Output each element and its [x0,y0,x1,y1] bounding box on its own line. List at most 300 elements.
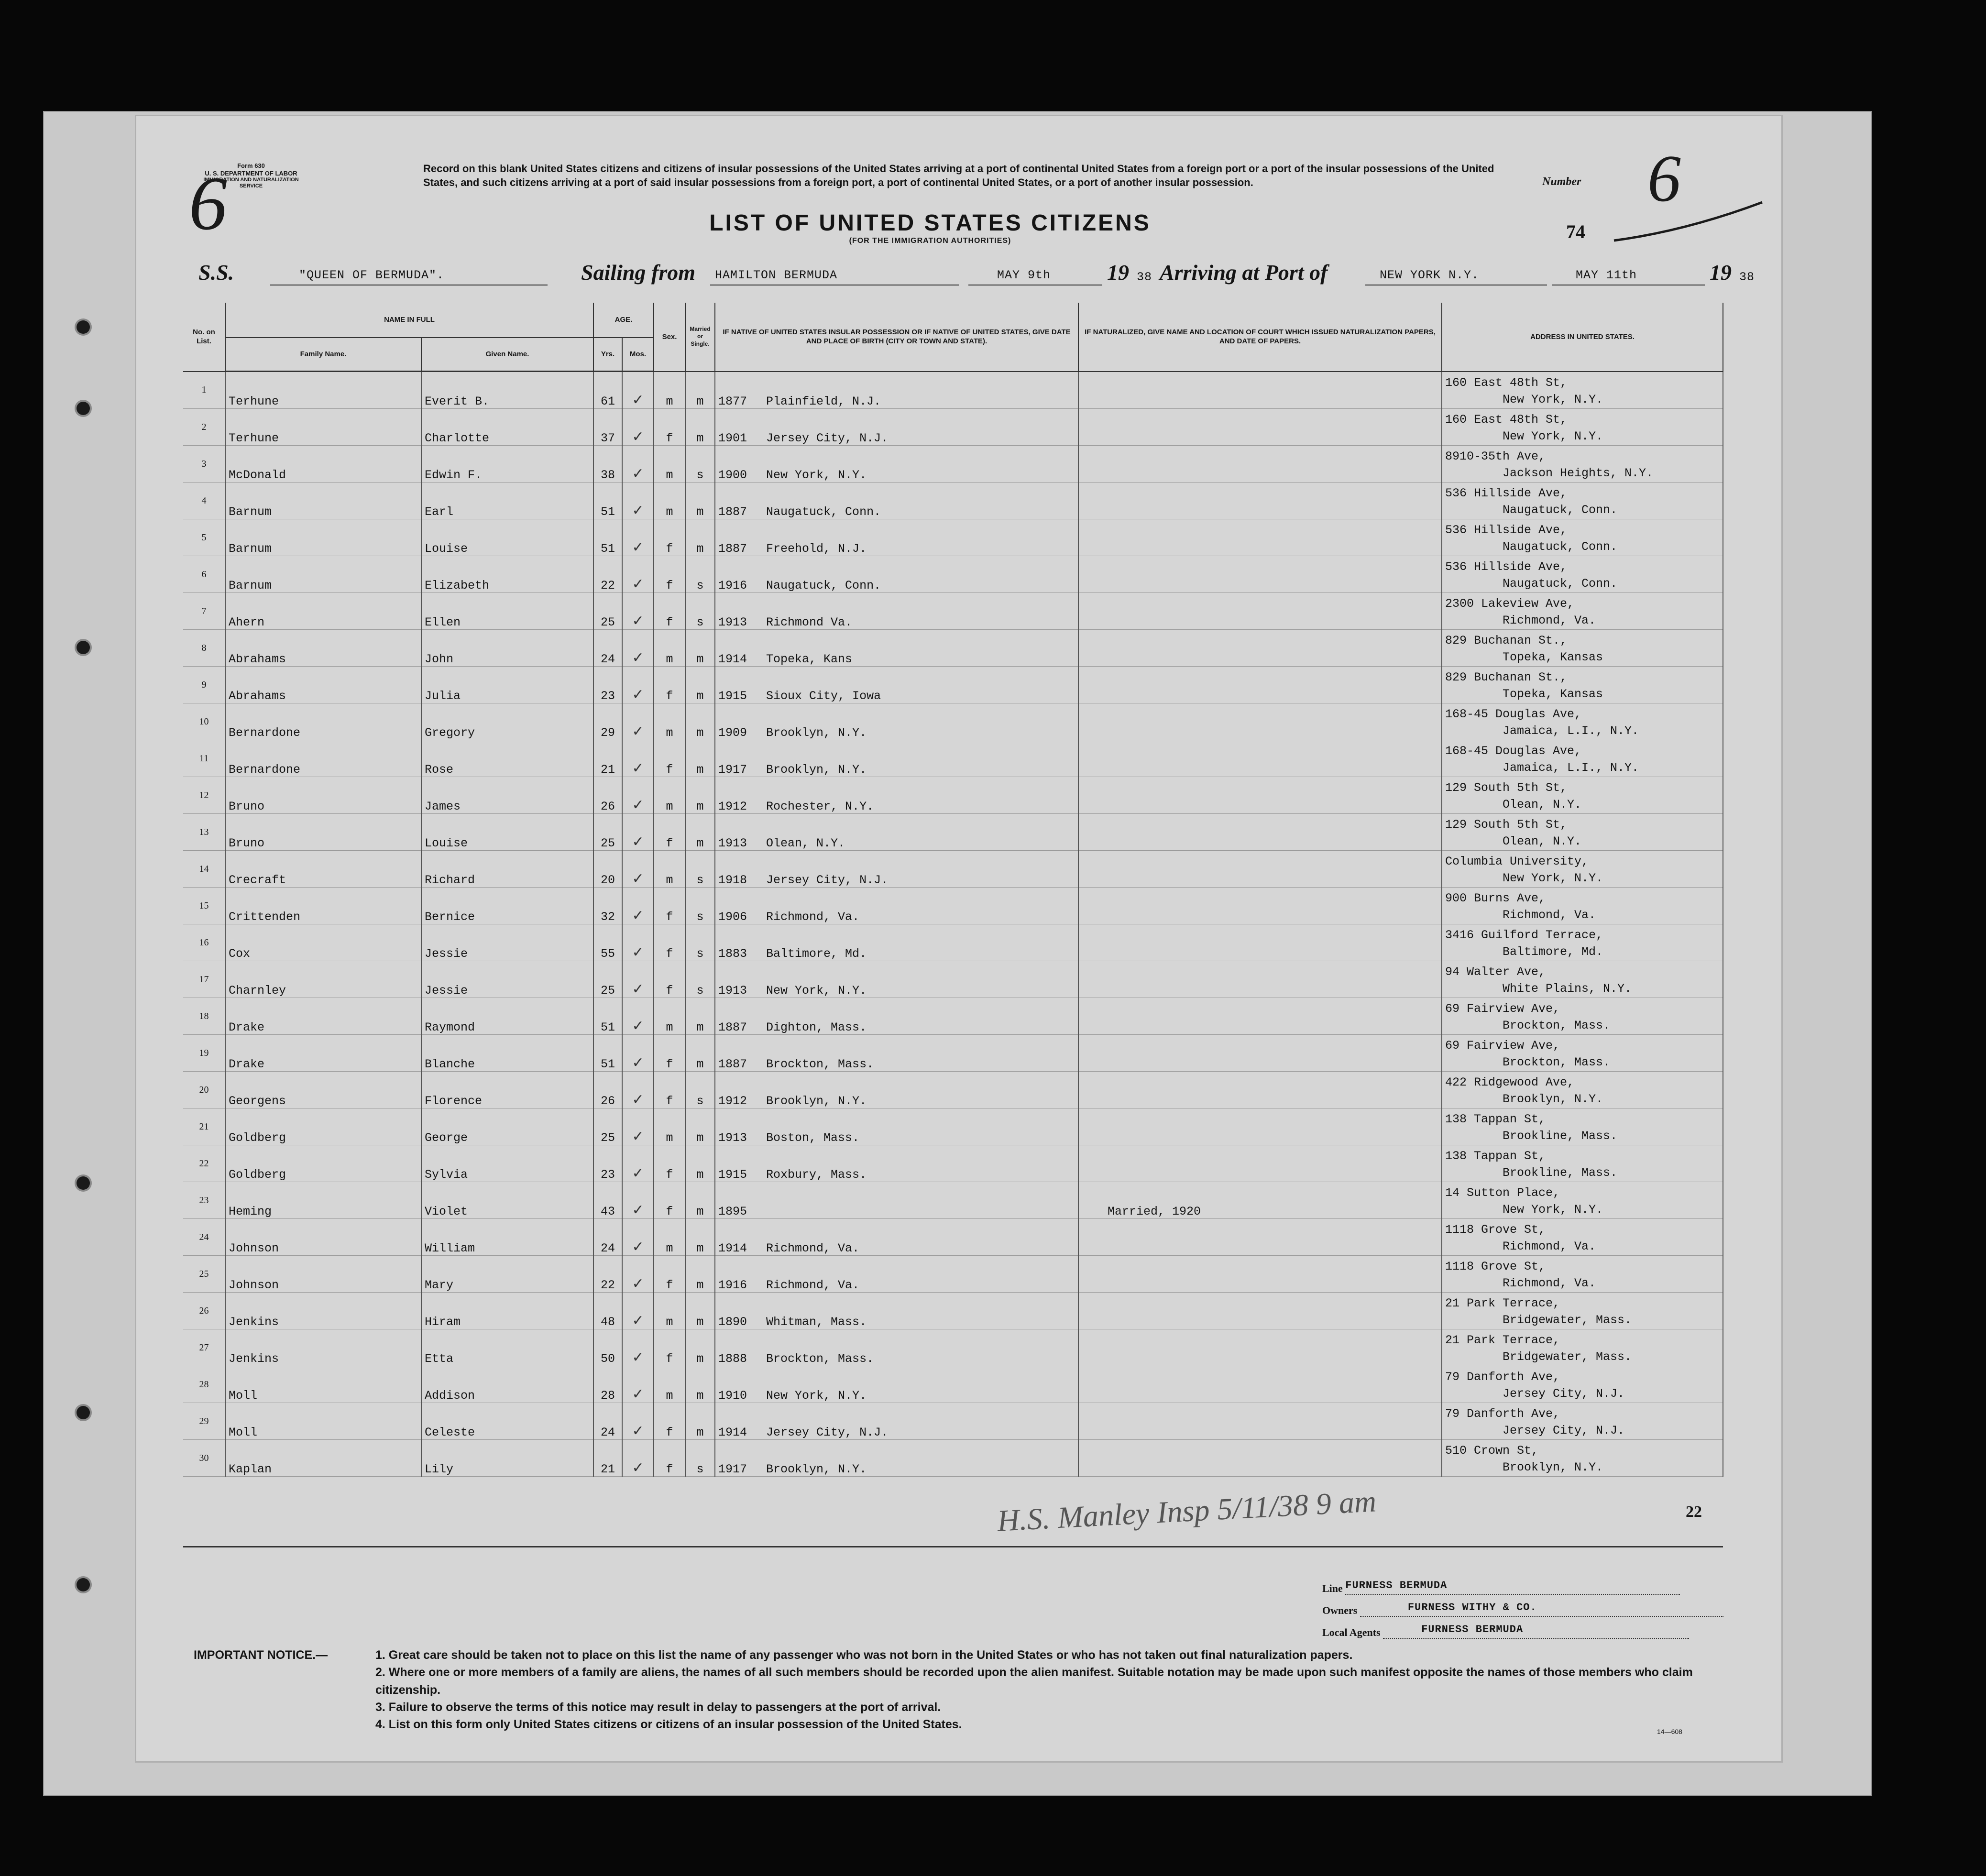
row-number: 17 [183,961,225,998]
marital-status: s [685,556,715,593]
birth-info [715,1403,1078,1440]
sex: f [654,1329,685,1366]
given-name: Florence [421,1072,593,1108]
birth-info [715,1072,1078,1108]
birth-info [715,372,1078,409]
sex: f [654,1145,685,1182]
birth-info [715,1219,1078,1256]
address [1442,446,1723,483]
birth-place: Dighton, Mass. [766,1020,867,1034]
address-line-1: 168-45 Douglas Ave, [1445,707,1582,721]
check-mark-icon: ✓ [632,1349,644,1366]
birth-place: Brockton, Mass. [766,1352,874,1366]
sex: m [654,1108,685,1145]
naturalization-info [1078,1035,1442,1072]
naturalization-info [1078,630,1442,667]
family-name: Goldberg [225,1145,421,1182]
given-name: Ellen [421,593,593,630]
family-name: Drake [225,1035,421,1072]
age-years: 29 [593,703,622,740]
check-mark-icon: ✓ [632,797,644,813]
table-row [183,556,1723,593]
table-row [183,372,1723,409]
birth-place: New York, N.Y. [766,984,867,998]
birth-place: Brooklyn, N.Y. [766,1462,867,1476]
given-name: Lily [421,1440,593,1477]
sailing-date: MAY 9th [997,268,1051,282]
table-row [183,1072,1723,1108]
marital-status: m [685,998,715,1035]
sex: f [654,593,685,630]
birth-year: 1913 [718,615,747,629]
naturalization-info [1078,1072,1442,1108]
age-months [622,1293,654,1329]
given-name: George [421,1108,593,1145]
naturalization-info [1078,703,1442,740]
ship-name: "QUEEN OF BERMUDA". [299,268,445,282]
marital-status: m [685,703,715,740]
table-row [183,483,1723,519]
sailing-line [198,260,1755,288]
family-name: Goldberg [225,1108,421,1145]
birth-place: Brockton, Mass. [766,1057,874,1071]
age-years: 61 [593,372,622,409]
marital-status: m [685,519,715,556]
age-years: 38 [593,446,622,483]
birth-year: 1888 [718,1352,747,1366]
address [1442,1329,1723,1366]
sex: f [654,961,685,998]
address-line-2: Richmond, Va. [1503,908,1596,922]
birth-place: Topeka, Kans [766,652,853,666]
birth-info [715,556,1078,593]
birth-info [715,888,1078,924]
birth-info [715,998,1078,1035]
birth-place: Naugatuck, Conn. [766,579,881,592]
sex: m [654,630,685,667]
sex: f [654,667,685,703]
address [1442,519,1723,556]
marital-status: s [685,888,715,924]
header-address: ADDRESS IN UNITED STATES. [1442,303,1723,372]
owners-value: FURNESS WITHY & CO. [1360,1602,1723,1617]
naturalization-info [1078,1256,1442,1293]
birth-year: 1895 [718,1205,747,1218]
birth-year: 1887 [718,505,747,519]
birth-place: Richmond Va. [766,615,853,629]
address-line-2: Brooklyn, N.Y. [1503,1460,1603,1474]
sex: m [654,372,685,409]
birth-info [715,814,1078,851]
family-name: Moll [225,1403,421,1440]
sex: f [654,888,685,924]
age-years: 25 [593,814,622,851]
birth-place: New York, N.Y. [766,1389,867,1403]
given-name: James [421,777,593,814]
birth-year: 1887 [718,1020,747,1034]
row-number: 27 [183,1329,225,1366]
address-line-2: Richmond, Va. [1503,1240,1596,1253]
birth-info [715,851,1078,888]
birth-year: 1914 [718,652,747,666]
marital-status: s [685,1440,715,1477]
header-family-name: Family Name. [225,338,421,372]
marital-status: m [685,1145,715,1182]
family-name: Jenkins [225,1329,421,1366]
row-number: 24 [183,1219,225,1256]
check-mark-icon: ✓ [632,613,644,629]
address-line-1: 829 Buchanan St., [1445,670,1568,684]
age-months [622,851,654,888]
birth-info [715,1366,1078,1403]
birth-year: 1900 [718,468,747,482]
row-number: 23 [183,1182,225,1219]
birth-info [715,924,1078,961]
naturalization-info [1078,1403,1442,1440]
table-row [183,924,1723,961]
birth-info [715,961,1078,998]
address-line-1: 422 Ridgewood Ave, [1445,1075,1575,1089]
sex: f [654,1440,685,1477]
age-months [622,1403,654,1440]
address-line-2: New York, N.Y. [1503,393,1603,406]
marital-status: m [685,1293,715,1329]
family-name: Abrahams [225,667,421,703]
age-years: 23 [593,667,622,703]
marital-status: m [685,1035,715,1072]
naturalization-info [1078,1108,1442,1145]
birth-year: 1883 [718,947,747,961]
address-line-2: New York, N.Y. [1503,1203,1603,1217]
page-subtitle: (FOR THE IMMIGRATION AUTHORITIES) [849,237,1011,245]
sailing-year: 38 [1137,270,1152,284]
age-months [622,1108,654,1145]
age-years: 51 [593,519,622,556]
line-label: Line [1322,1582,1343,1594]
birth-year: 1913 [718,1131,747,1145]
check-mark-icon: ✓ [632,649,644,666]
address [1442,777,1723,814]
age-months [622,1145,654,1182]
age-years: 43 [593,1182,622,1219]
arriving-date-field [1552,268,1705,285]
row-number: 11 [183,740,225,777]
naturalization-info [1078,519,1442,556]
row-number: 3 [183,446,225,483]
age-months [622,630,654,667]
address [1442,1403,1723,1440]
address-line-1: Columbia University, [1445,855,1589,868]
sex: f [654,1072,685,1108]
family-name: Drake [225,998,421,1035]
family-name: Johnson [225,1256,421,1293]
check-mark-icon: ✓ [632,1239,644,1255]
table-bottom-rule [183,1546,1723,1547]
age-months [622,593,654,630]
naturalization-info [1078,1329,1442,1366]
sex: f [654,814,685,851]
given-name: Elizabeth [421,556,593,593]
given-name: Gregory [421,703,593,740]
age-years: 28 [593,1366,622,1403]
address-line-1: 21 Park Terrace, [1445,1296,1560,1310]
check-mark-icon: ✓ [632,907,644,924]
table-row [183,667,1723,703]
check-mark-icon: ✓ [632,1423,644,1439]
address-line-1: 168-45 Douglas Ave, [1445,744,1582,758]
check-mark-icon: ✓ [632,576,644,592]
address [1442,814,1723,851]
row-number: 4 [183,483,225,519]
address [1442,1293,1723,1329]
service-name: IMMIGRATION AND NATURALIZATION SERVICE [203,177,299,189]
row-number: 2 [183,409,225,446]
notice-item-2: 2. Where one or more members of a family are aliens, the names of all such members should be recorded upon the alien manifest. Suitable notation may be made upon such manifest opposite the names of those members who claim citizenship. [375,1666,1693,1697]
naturalization-info [1078,1293,1442,1329]
address-line-2: New York, N.Y. [1503,429,1603,443]
family-name: Bruno [225,814,421,851]
table-row [183,888,1723,924]
punch-hole [77,1406,90,1419]
sex: f [654,1182,685,1219]
row-number: 29 [183,1403,225,1440]
birth-place: Brooklyn, N.Y. [766,763,867,777]
check-mark-icon: ✓ [632,944,644,961]
naturalization-info [1078,961,1442,998]
birth-year: 1917 [718,1462,747,1476]
family-name: Crittenden [225,888,421,924]
table-row [183,630,1723,667]
check-mark-icon: ✓ [632,834,644,850]
address-line-2: Jamaica, L.I., N.Y. [1503,724,1639,738]
birth-info [715,1440,1078,1477]
sailing-from-label: Sailing from [581,260,696,285]
marital-status: m [685,1108,715,1145]
birth-place: New York, N.Y. [766,468,867,482]
row-number: 9 [183,667,225,703]
given-name: Everit B. [421,372,593,409]
naturalization-info [1078,888,1442,924]
given-name: Louise [421,814,593,851]
age-months [622,1256,654,1293]
address-line-2: Naugatuck, Conn. [1503,540,1618,554]
family-name: Ahern [225,593,421,630]
birth-info [715,1256,1078,1293]
given-name: Julia [421,667,593,703]
sex: m [654,1293,685,1329]
check-mark-icon: ✓ [632,981,644,998]
birth-place: Roxbury, Mass. [766,1168,867,1182]
address-line-1: 79 Danforth Ave, [1445,1370,1560,1384]
birth-place: Baltimore, Md. [766,947,867,961]
marital-status: s [685,961,715,998]
birth-place: Brooklyn, N.Y. [766,1094,867,1108]
check-mark-icon: ✓ [632,1128,644,1145]
address-line-2: Bridgewater, Mass. [1503,1313,1632,1327]
birth-info [715,1145,1078,1182]
birth-place: Boston, Mass. [766,1131,860,1145]
naturalization-info [1078,483,1442,519]
age-months [622,1072,654,1108]
birth-info [715,1182,1078,1219]
page-title: LIST OF UNITED STATES CITIZENS [709,210,1151,236]
table-row [183,1366,1723,1403]
naturalization-info [1078,1219,1442,1256]
sex: m [654,446,685,483]
marital-status: s [685,924,715,961]
sex: m [654,851,685,888]
inspector-signature: H.S. Manley Insp 5/11/38 9 am [996,1484,1377,1538]
form-code: 14—608 [1657,1728,1682,1735]
given-name: Rose [421,740,593,777]
arriving-year: 38 [1739,270,1755,284]
birth-place: Jersey City, N.J. [766,1426,889,1439]
age-years: 24 [593,1403,622,1440]
birth-year: 1918 [718,873,747,887]
family-name: Bernardone [225,703,421,740]
naturalization-info [1078,409,1442,446]
naturalization-info [1078,556,1442,593]
address-line-1: 8910-35th Ave, [1445,450,1546,463]
sex: f [654,1035,685,1072]
address-line-2: Naugatuck, Conn. [1503,577,1618,591]
marital-status: m [685,372,715,409]
sex: m [654,1366,685,1403]
family-name: Georgens [225,1072,421,1108]
birth-place: Richmond, Va. [766,910,860,924]
check-mark-icon: ✓ [632,1054,644,1071]
address-line-1: 536 Hillside Ave, [1445,560,1568,574]
row-number: 1 [183,372,225,409]
row-number: 5 [183,519,225,556]
check-mark-icon: ✓ [632,1386,644,1403]
age-months [622,1329,654,1366]
table-row [183,1035,1723,1072]
naturalization-info [1078,446,1442,483]
age-years: 20 [593,851,622,888]
sex: f [654,1256,685,1293]
birth-place: Richmond, Va. [766,1278,860,1292]
age-years: 51 [593,1035,622,1072]
birth-year: 1887 [718,1057,747,1071]
age-years: 21 [593,740,622,777]
address [1442,1108,1723,1145]
sheet-mark: 74 [1566,221,1585,242]
address [1442,703,1723,740]
header-given-name: Given Name. [421,338,593,372]
sex: m [654,1219,685,1256]
family-name: Barnum [225,483,421,519]
age-years: 24 [593,1219,622,1256]
marital-status: m [685,1256,715,1293]
address [1442,1182,1723,1219]
address [1442,556,1723,593]
birth-place: Richmond, Va. [766,1241,860,1255]
given-name: Sylvia [421,1145,593,1182]
age-months [622,483,654,519]
address [1442,1256,1723,1293]
address [1442,924,1723,961]
birth-year: 1915 [718,689,747,703]
age-months [622,1219,654,1256]
birth-year: 1901 [718,431,747,445]
header-native: IF NATIVE OF UNITED STATES INSULAR POSSESSION OR IF NATIVE OF UNITED STATES, GIVE DATE AND PLACE OF BIRTH (CITY OR TOWN AND STATE). [715,303,1078,372]
age-years: 25 [593,961,622,998]
family-name: Terhune [225,372,421,409]
birth-info [715,483,1078,519]
given-name: Violet [421,1182,593,1219]
address [1442,630,1723,667]
age-years: 51 [593,483,622,519]
sex: f [654,924,685,961]
notice-item-4: 4. List on this form only United States citizens or citizens of an insular possession of the United States. [375,1718,962,1731]
manifest-table [183,303,1723,1477]
table-row [183,1145,1723,1182]
address-line-1: 129 South 5th St, [1445,818,1568,832]
marital-status: m [685,1219,715,1256]
birth-info [715,446,1078,483]
sex: f [654,556,685,593]
naturalization-info [1078,777,1442,814]
marital-status: m [685,483,715,519]
age-years: 37 [593,409,622,446]
address-line-2: Jersey City, N.J. [1503,1424,1625,1437]
marital-status: s [685,851,715,888]
address-line-1: 14 Sutton Place, [1445,1186,1560,1200]
address-line-2: Richmond, Va. [1503,1276,1596,1290]
notice-title: IMPORTANT NOTICE.— [194,1648,328,1662]
address-line-1: 79 Danforth Ave, [1445,1407,1560,1421]
address-line-2: New York, N.Y. [1503,871,1603,885]
birth-year: 1906 [718,910,747,924]
check-mark-icon: ✓ [632,428,644,445]
age-years: 25 [593,1108,622,1145]
birth-place: Plainfield, N.J. [766,395,881,408]
punch-hole [77,402,90,415]
naturalization-info [1078,740,1442,777]
arriving-year-prefix: 19 [1710,260,1732,285]
birth-info [715,777,1078,814]
birth-year: 1910 [718,1389,747,1403]
address-line-1: 1118 Grove St, [1445,1260,1546,1273]
given-name: Bernice [421,888,593,924]
row-number: 22 [183,1145,225,1182]
birth-info [715,630,1078,667]
owners-row [1322,1602,1723,1617]
address-line-2: Brookline, Mass. [1503,1129,1618,1143]
birth-year: 1877 [718,395,747,408]
age-years: 21 [593,1440,622,1477]
header-yrs: Yrs. [593,338,622,372]
address-line-2: Topeka, Kansas [1503,650,1603,664]
birth-year: 1913 [718,836,747,850]
sex: m [654,998,685,1035]
address-line-2: Topeka, Kansas [1503,687,1603,701]
table-row [183,1256,1723,1293]
table-row [183,1108,1723,1145]
address-line-1: 829 Buchanan St., [1445,634,1568,647]
age-months [622,409,654,446]
address [1442,593,1723,630]
address-line-1: 536 Hillside Ave, [1445,486,1568,500]
birth-place: Olean, N.Y. [766,836,845,850]
row-number: 16 [183,924,225,961]
table-row [183,777,1723,814]
row-number: 12 [183,777,225,814]
header-married-single: Married or Single. [685,303,715,372]
row-number: 20 [183,1072,225,1108]
birth-year: 1915 [718,1168,747,1182]
